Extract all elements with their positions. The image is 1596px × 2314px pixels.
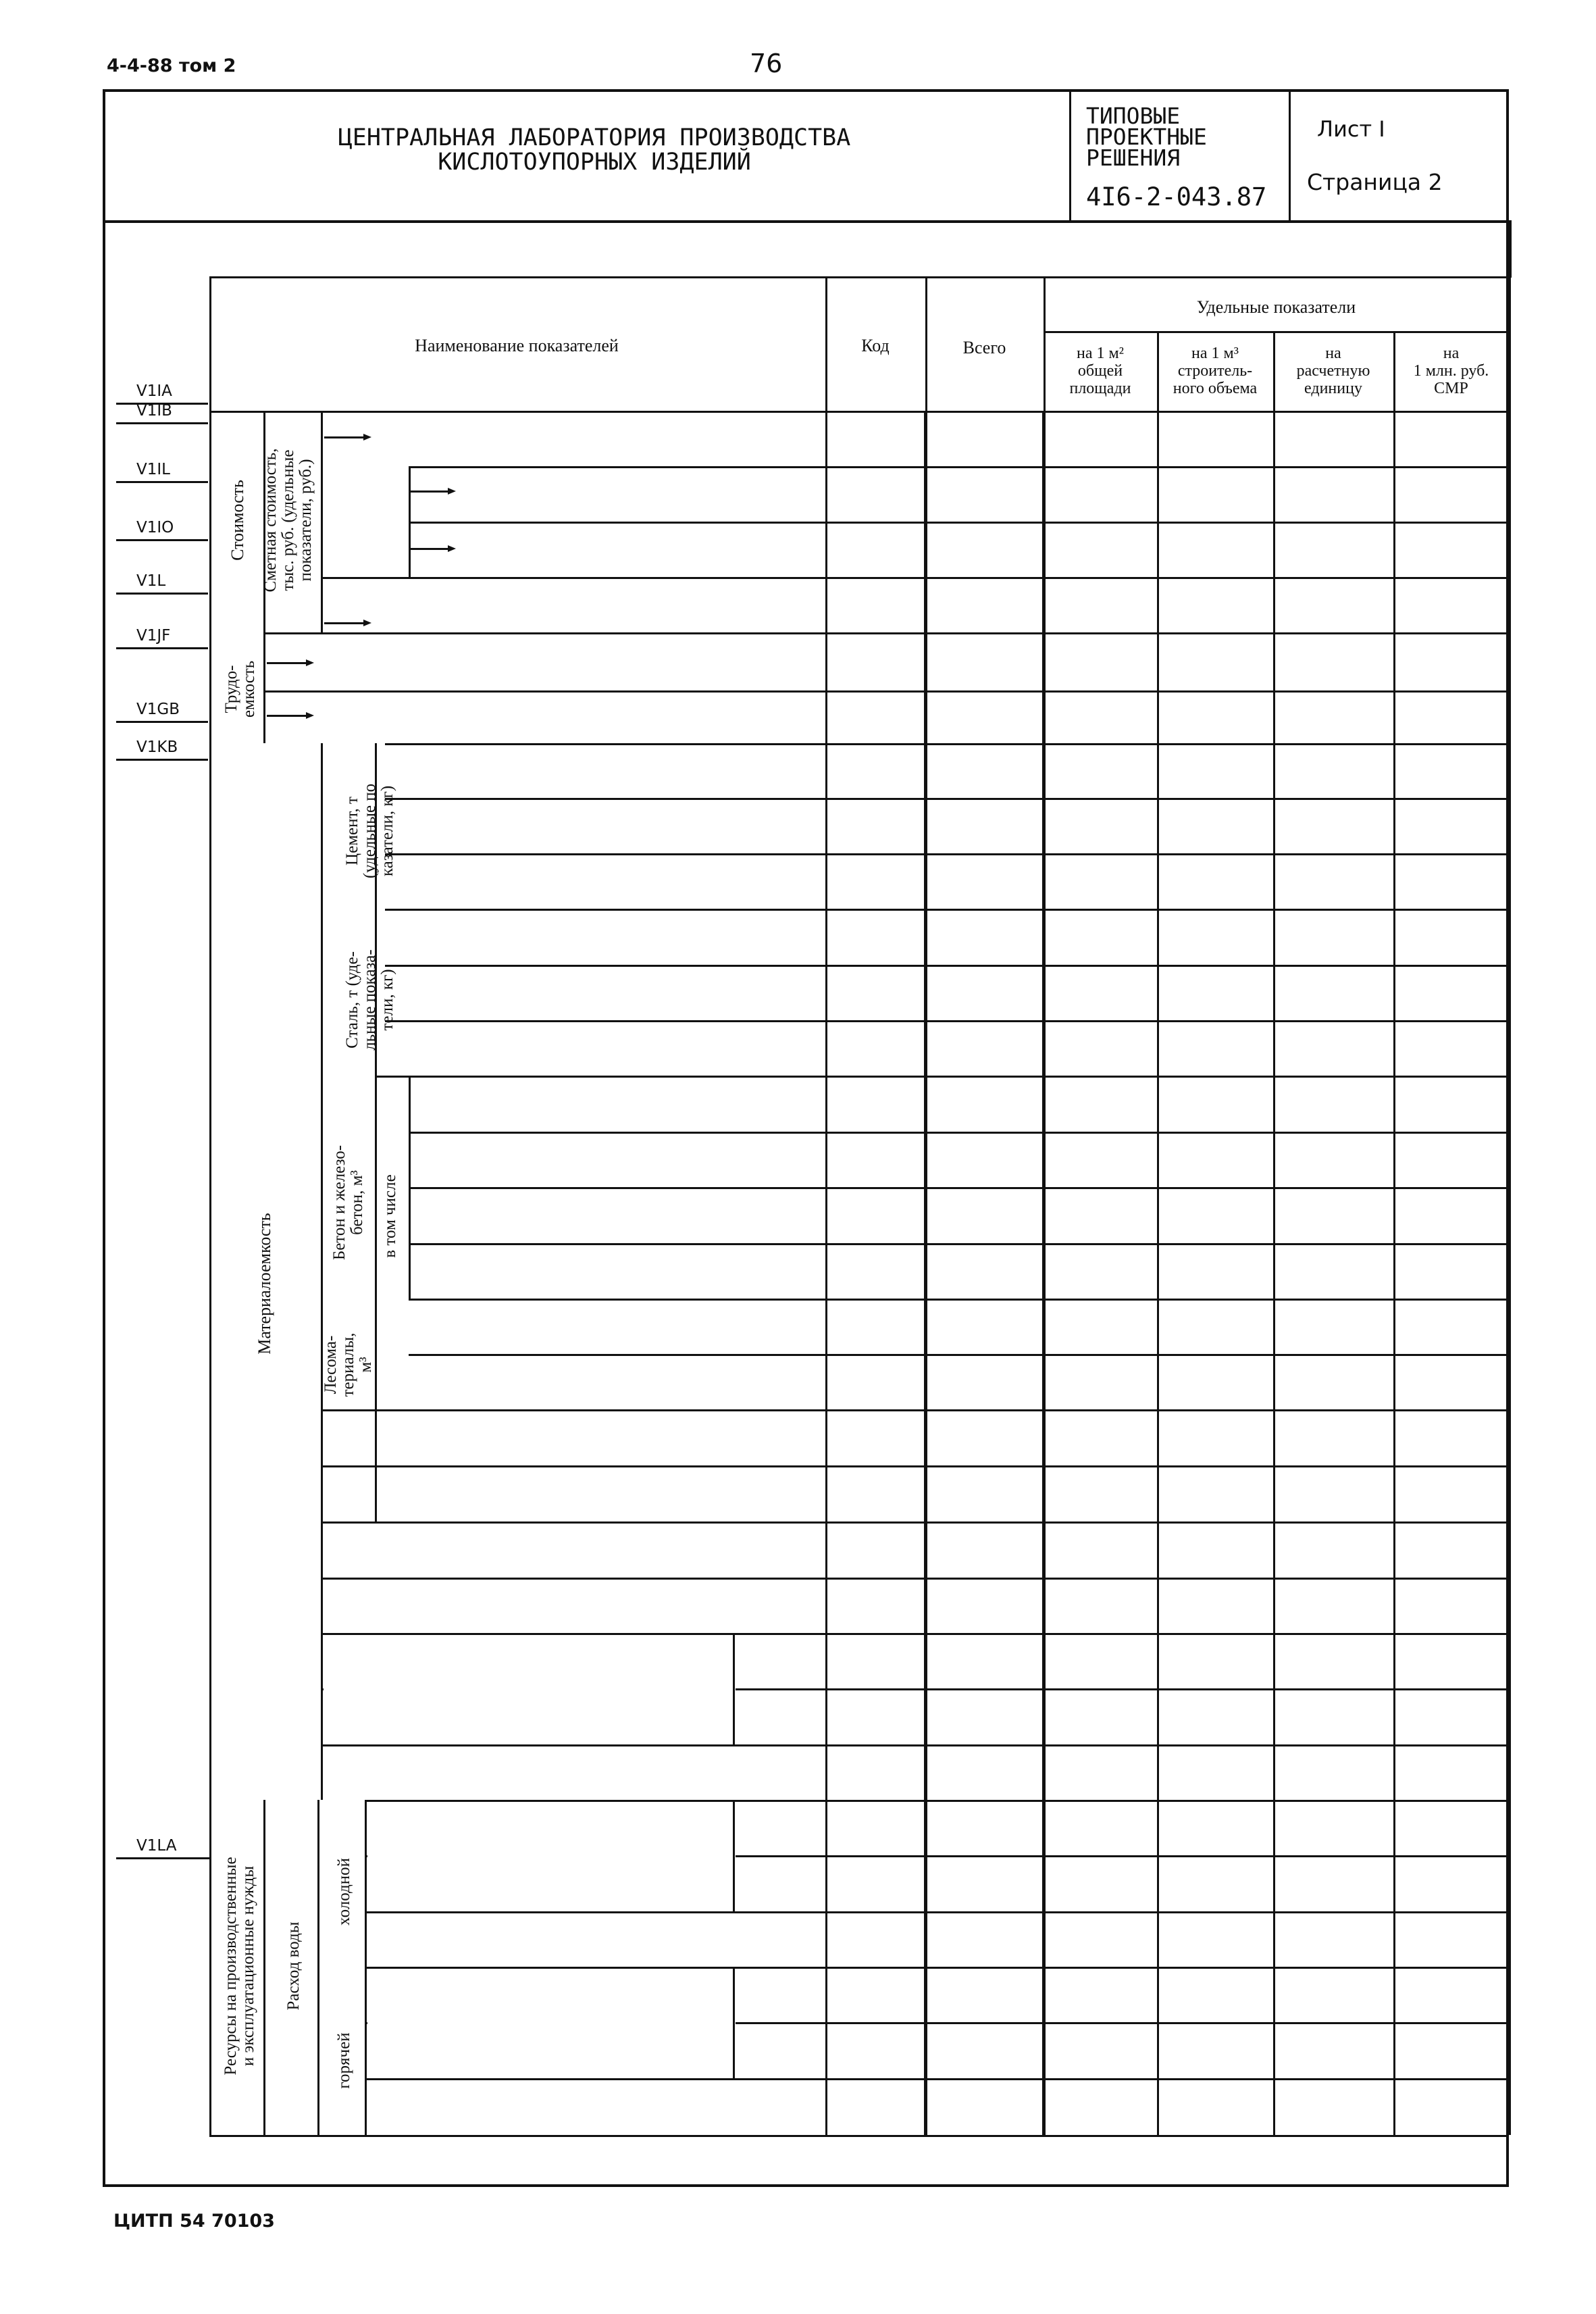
side-code: V1L xyxy=(136,572,166,590)
table-row xyxy=(0,1578,1596,1633)
table-row xyxy=(0,1633,1596,1688)
group-cold: холодной xyxy=(335,1858,353,1926)
group-water: Расход воды xyxy=(284,1921,303,2011)
table-row xyxy=(0,1243,1596,1299)
table-row xyxy=(0,1688,1596,1744)
typical-line1: ТИПОВЫЕ xyxy=(1086,103,1181,129)
group-resources: Ресурсы на производственные и эксплуатационные нужды xyxy=(222,1857,257,2076)
table-row xyxy=(0,1354,1596,1409)
table-row xyxy=(0,1967,1596,2022)
header-per-m3: на 1 м³ строитель- ного объема xyxy=(1173,345,1258,397)
typical-solutions xyxy=(1086,103,1207,171)
project-code: 4I6-2-043.87 xyxy=(1086,182,1267,211)
table-row xyxy=(0,1800,1596,1855)
table-row xyxy=(0,690,1596,743)
table-row xyxy=(0,632,1596,690)
table-row xyxy=(0,1855,1596,1911)
side-code: V1IA xyxy=(136,382,172,400)
table-row xyxy=(0,798,1596,853)
group-cost-sub: Сметная стоимость, тыс. руб. (удельные показатели, руб.) xyxy=(261,448,315,593)
table-row xyxy=(0,1521,1596,1578)
table-row xyxy=(0,1465,1596,1521)
table-row xyxy=(0,522,1596,577)
table-row xyxy=(0,909,1596,965)
header-specific: Удельные показатели xyxy=(1196,297,1356,317)
group-steel: Сталь, т (уде- льные показа- тели, кг) xyxy=(343,949,396,1051)
group-cost: Стоимость xyxy=(228,480,247,561)
table-row xyxy=(0,411,1596,466)
group-concrete-including: в том числе xyxy=(381,1174,399,1258)
group-concrete: Бетон и железо- бетон, м³ xyxy=(330,1145,366,1261)
table-row xyxy=(0,853,1596,909)
header-per-mln: на 1 млн. руб. СМР xyxy=(1413,345,1489,397)
header-code: Код xyxy=(861,336,890,355)
table-row xyxy=(0,1132,1596,1187)
header-per-unit: на расчетную единицу xyxy=(1296,345,1370,397)
side-code: V1IB xyxy=(136,402,172,420)
table-row xyxy=(0,577,1596,632)
table-row xyxy=(0,1187,1596,1243)
footer-code: ЦИТП 54 70103 xyxy=(113,2211,275,2232)
typical-line3: РЕШЕНИЯ xyxy=(1086,145,1181,171)
header-name: Наименование показателей xyxy=(415,336,619,355)
org-title-line2: КИСЛОТОУПОРНЫХ ИЗДЕЛИЙ xyxy=(438,149,751,176)
sheet-label: Лист I xyxy=(1317,116,1385,142)
group-material: Материалоемкость xyxy=(255,1213,274,1355)
side-code: V1LA xyxy=(136,1837,177,1855)
typical-line2: ПРОЕКТНЫЕ xyxy=(1086,124,1207,150)
side-code: V1IO xyxy=(136,519,174,536)
table-row xyxy=(0,2078,1596,2135)
table-row xyxy=(0,743,1596,798)
group-timber: Лесома- териалы, м³ xyxy=(321,1332,375,1397)
page-label: Страница 2 xyxy=(1307,169,1443,195)
table-row xyxy=(0,1409,1596,1465)
table-row xyxy=(0,466,1596,522)
table-row xyxy=(0,965,1596,1020)
org-title-line1: ЦЕНТРАЛЬНАЯ ЛАБОРАТОРИЯ ПРОИЗВОДСТВА xyxy=(338,124,851,151)
table-row xyxy=(0,2022,1596,2078)
table-row xyxy=(0,1020,1596,1076)
side-code: V1JF xyxy=(136,627,171,645)
table-row xyxy=(0,1911,1596,1967)
group-labor: Трудо- емкость xyxy=(222,660,258,718)
page-number: 76 xyxy=(750,49,783,78)
table-row xyxy=(0,1076,1596,1132)
side-code: V1GB xyxy=(136,701,180,718)
side-code: V1IL xyxy=(136,461,170,478)
table-row xyxy=(0,1299,1596,1354)
header-per-m2: на 1 м² общей площади xyxy=(1069,345,1131,397)
group-hot: горячей xyxy=(335,2032,353,2089)
doc-series: 4-4-88 том 2 xyxy=(107,55,236,76)
side-code: V1KB xyxy=(136,738,178,756)
org-title xyxy=(257,126,932,174)
header-total: Всего xyxy=(962,338,1006,357)
table-row xyxy=(0,1744,1596,1800)
group-cement: Цемент, т (удельные по казатели, кг) xyxy=(343,783,396,879)
